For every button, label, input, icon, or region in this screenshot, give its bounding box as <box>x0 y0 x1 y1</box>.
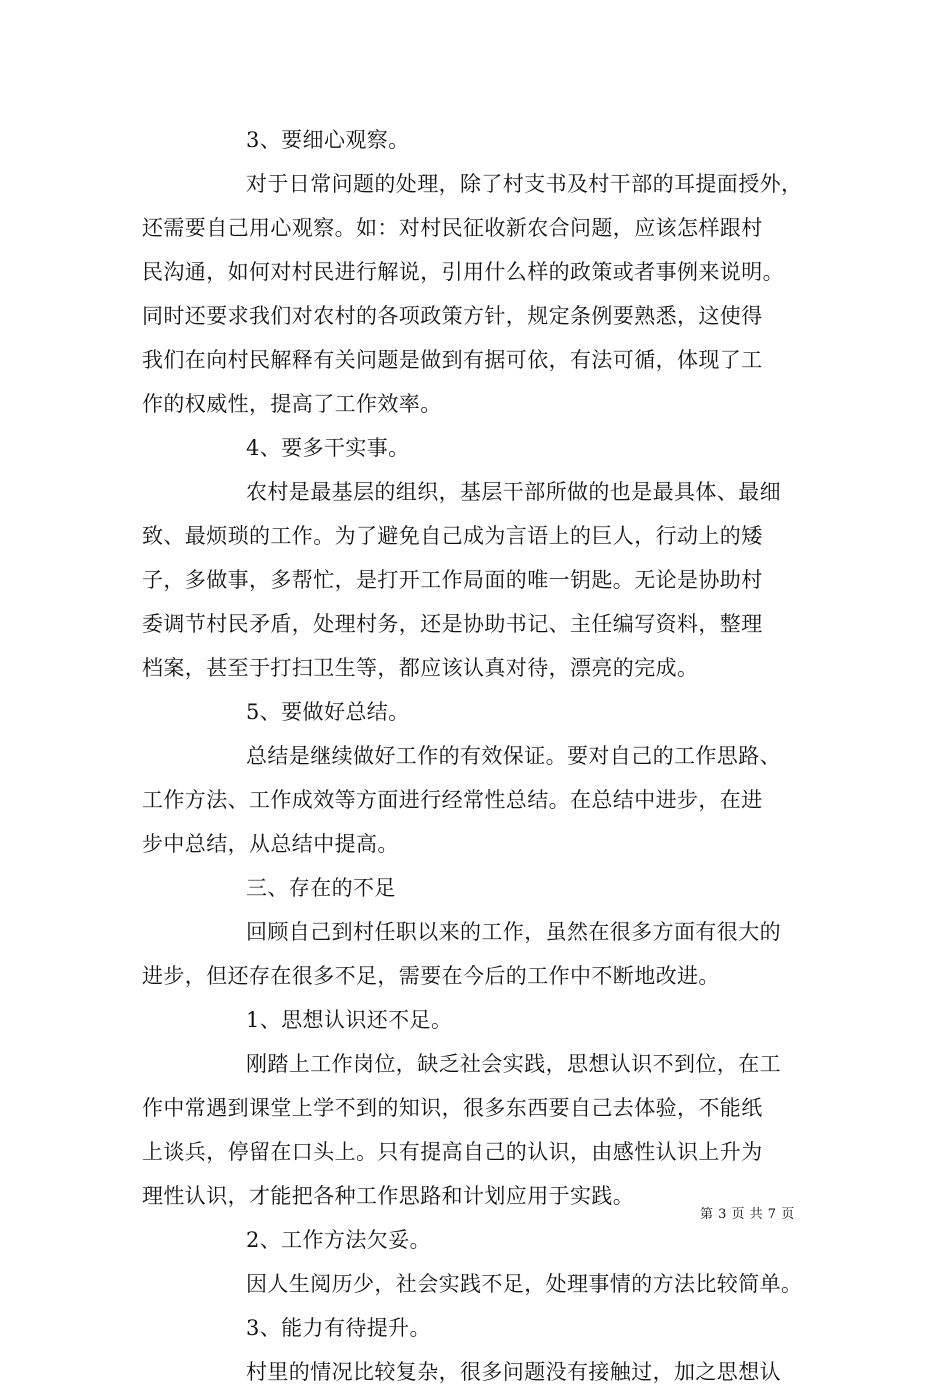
paragraph-line: 回顾自己到村任职以来的工作，虽然在很多方面有很大的 <box>246 920 781 944</box>
heading-line: 5、要做好总结。 <box>246 700 410 724</box>
paragraph-line: 还需要自己用心观察。如：对村民征收新农合问题，应该怎样跟村 <box>142 216 763 240</box>
paragraph-line: 委调节村民矛盾，处理村务，还是协助书记、主任编写资料，整理 <box>142 612 763 636</box>
paragraph-line: 工作方法、工作成效等方面进行经常性总结。在总结中进步，在进 <box>142 788 763 812</box>
paragraph-line: 刚踏上工作岗位，缺乏社会实践，思想认识不到位，在工 <box>246 1052 781 1076</box>
paragraph-line: 同时还要求我们对农村的各项政策方针，规定条例要熟悉，这使得 <box>142 304 763 328</box>
paragraph-line: 理性认识，才能把各种工作思路和计划应用于实践。 <box>142 1184 635 1208</box>
paragraph-line: 我们在向村民解释有关问题是做到有据可依，有法可循，体现了工 <box>142 348 763 372</box>
paragraph-line: 村里的情况比较复杂，很多问题没有接触过，加之思想认 <box>246 1360 781 1384</box>
paragraph-line: 进步，但还存在很多不足，需要在今后的工作中不断地改进。 <box>142 964 720 988</box>
heading-line: 1、思想认识还不足。 <box>246 1008 453 1032</box>
paragraph-line: 子，多做事，多帮忙，是打开工作局面的唯一钥匙。无论是协助村 <box>142 568 763 592</box>
heading-line: 3、能力有待提升。 <box>246 1316 431 1340</box>
paragraph-line: 作中常遇到课堂上学不到的知识，很多东西要自己去体验，不能纸 <box>142 1096 763 1120</box>
heading-line: 4、要多干实事。 <box>246 436 410 460</box>
page-number: 第 3 页 共 7 页 <box>700 1207 795 1222</box>
paragraph-line: 民沟通，如何对村民进行解说，引用什么样的政策或者事例来说明。 <box>142 260 784 284</box>
paragraph-line: 致、最烦琐的工作。为了避免自己成为言语上的巨人，行动上的矮 <box>142 524 763 548</box>
paragraph-line: 上谈兵，停留在口头上。只有提高自己的认识，由感性认识上升为 <box>142 1140 763 1164</box>
paragraph-line: 对于日常问题的处理，除了村支书及村干部的耳提面授外， <box>246 172 803 196</box>
paragraph-line: 作的权威性，提高了工作效率。 <box>142 392 442 416</box>
paragraph-line: 档案，甚至于打扫卫生等，都应该认真对待，漂亮的完成。 <box>142 656 699 680</box>
heading-line: 3、要细心观察。 <box>246 128 410 152</box>
paragraph-line: 总结是继续做好工作的有效保证。要对自己的工作思路、 <box>246 744 781 768</box>
body-text <box>142 118 816 1394</box>
heading-line: 2、工作方法欠妥。 <box>246 1228 431 1252</box>
paragraph-line: 因人生阅历少，社会实践不足，处理事情的方法比较简单。 <box>246 1272 803 1296</box>
paragraph-line: 农村是最基层的组织，基层干部所做的也是最具体、最细 <box>246 480 781 504</box>
paragraph-line: 步中总结，从总结中提高。 <box>142 832 399 856</box>
section-heading: 三、存在的不足 <box>246 876 396 900</box>
